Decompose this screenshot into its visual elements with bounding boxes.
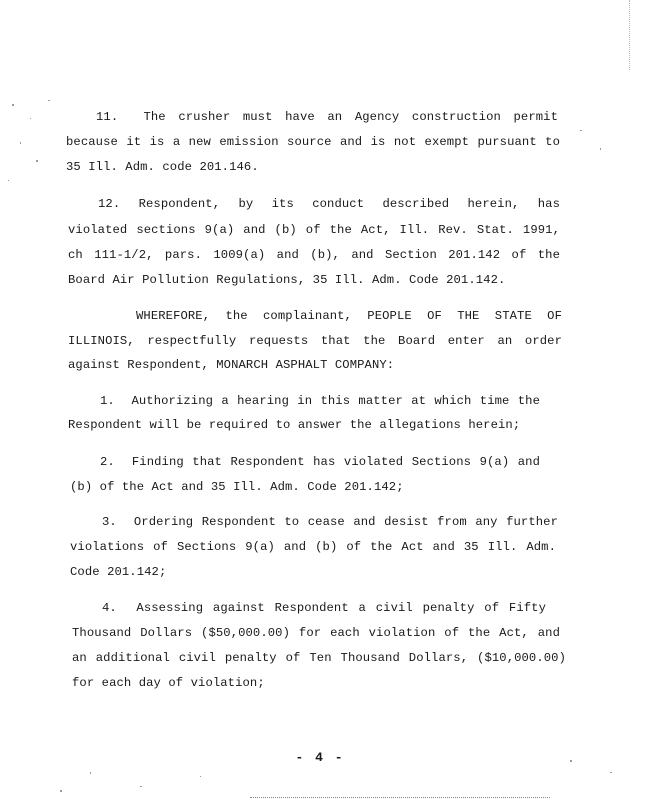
scan-speck (90, 772, 91, 774)
request-4-line-1: 4. Assessing against Respondent a civil penalty of Fifty (102, 601, 546, 615)
request-4-line-3: an additional civil penalty of Ten Thousand Dollars, ($10,000.00) (72, 651, 566, 665)
request-3-line-1: 3. Ordering Respondent to cease and desist from any further (102, 515, 558, 529)
page-number: - 4 - (295, 750, 345, 765)
scan-speck (570, 760, 572, 762)
paragraph-12-line-2: violated sections 9(a) and (b) of the Act, Ill. Rev. Stat. 1991, (68, 223, 560, 237)
paragraph-11-line-1: 11. The crusher must have an Agency construction permit (96, 110, 558, 124)
request-3-line-2: violations of Sections 9(a) and (b) of the Act and 35 Ill. Adm. (70, 540, 556, 554)
scan-speck (30, 118, 31, 119)
scan-speck (580, 130, 582, 131)
request-4-line-2: Thousand Dollars ($50,000.00) for each violation of the Act, and (72, 626, 560, 640)
request-2-line-1: 2. Finding that Respondent has violated Sections 9(a) and (100, 455, 540, 469)
scan-speck (60, 790, 62, 792)
wherefore-line-2: ILLINOIS, respectfully requests that the Board enter an order (68, 334, 562, 348)
scan-speck (140, 786, 142, 787)
wherefore-line-3: against Respondent, MONARCH ASPHALT COMPANY: (68, 358, 395, 372)
wherefore-line-1: WHEREFORE, the complainant, PEOPLE OF THE STATE OF (136, 309, 562, 323)
scan-speck (8, 180, 9, 181)
paragraph-12-line-4: Board Air Pollution Regulations, 35 Ill. Adm. Code 201.142. (68, 273, 506, 287)
paragraph-12-line-1: 12. Respondent, by its conduct described herein, has (98, 197, 560, 211)
paragraph-11-line-3: 35 Ill. Adm. code 201.146. (66, 160, 259, 174)
request-1-line-2: Respondent will be required to answer the allegations herein; (68, 418, 521, 432)
scan-speck (600, 148, 601, 150)
request-1-line-1: 1. Authorizing a hearing in this matter at which time the (100, 394, 540, 408)
scan-speck (36, 160, 38, 162)
scan-bottom-mark (250, 796, 550, 798)
paragraph-12-line-3: ch 111-1/2, pars. 1009(a) and (b), and Section 201.142 of the (68, 248, 560, 262)
scan-speck (20, 142, 21, 144)
scan-speck (12, 104, 14, 106)
scan-speck (200, 776, 201, 777)
scan-speck (48, 100, 50, 101)
scan-edge-mark (628, 0, 630, 70)
request-2-line-2: (b) of the Act and 35 Ill. Adm. Code 201.142; (70, 480, 404, 494)
paragraph-11-line-2: because it is a new emission source and is not exempt pursuant to (66, 135, 560, 149)
request-4-line-4: for each day of violation; (72, 676, 265, 690)
request-3-line-3: Code 201.142; (70, 565, 167, 579)
scan-speck (610, 772, 612, 773)
